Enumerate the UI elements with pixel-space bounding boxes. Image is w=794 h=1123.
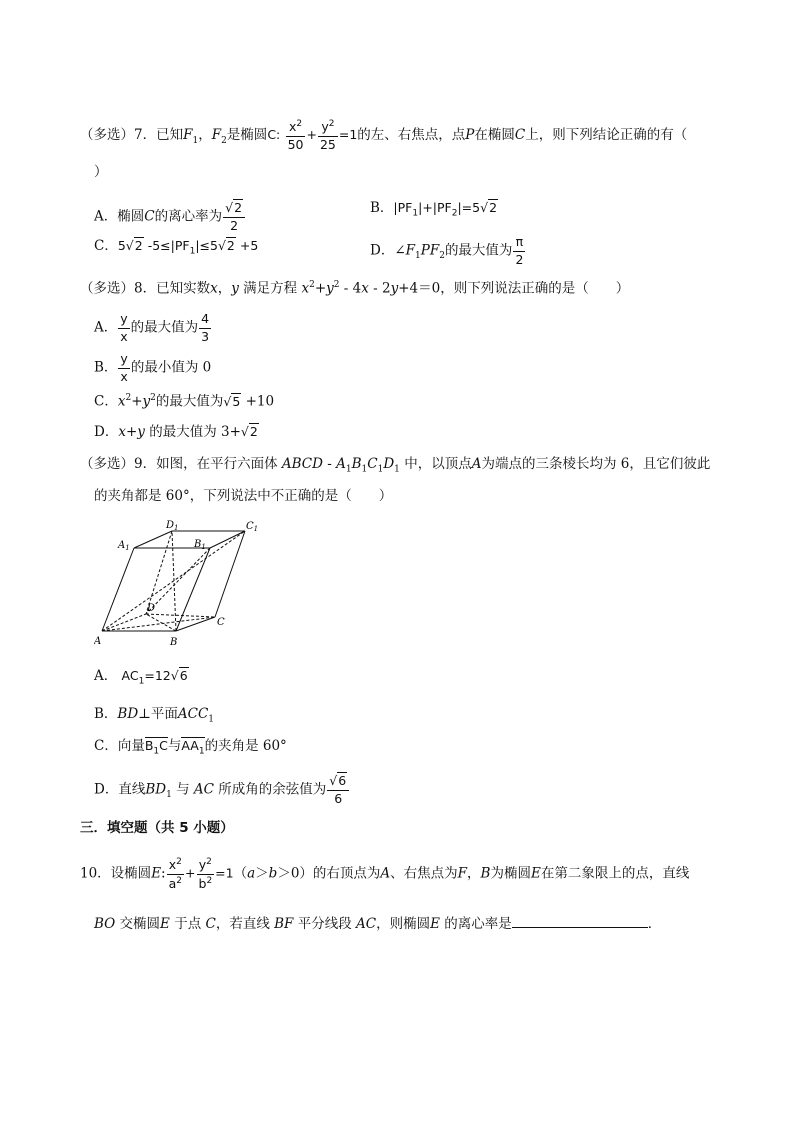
q7-ellipse-frac-x: $\frac{x^2}{50}$ xyxy=(287,119,304,152)
q7-option-a: A．椭圆C的离心率为 $\frac{√2}{2}$ xyxy=(94,202,246,232)
q9-option-d: D．直线$BD_1$ 与 AC 所成角的余弦值为 $\frac{√6}{6}$ xyxy=(94,775,350,805)
q8-option-b: B． $\frac{y}{x}$ 的最小值为 0 xyxy=(94,351,212,384)
q7-close-paren: ） xyxy=(94,164,108,180)
q8-option-a: A． $\frac{y}{x}$ 的最大值为 $\frac{4}{3}$ xyxy=(94,311,210,344)
label-D: D xyxy=(147,603,156,614)
label-A: A xyxy=(94,636,102,647)
q9-stem-line1: （多选）9．如图，在平行六面体 ABCD - $A_1B_1C_1D_1$ 中，以顶点A为端点的三条棱长均为 6，且它们彼此 xyxy=(80,456,711,475)
label-D1: $D_1$ xyxy=(166,520,179,532)
q9-option-c: C．向量$B_1C$与$AA_1$的夹角是 60° xyxy=(94,738,287,757)
label-B: B xyxy=(170,637,178,648)
q7-stem-line1: （多选）7．已知$F_1$，$F_2$是椭圆C: $\frac{x^2}{50}$ + $\frac{y^2}{25}$ =1的左、右焦点，点P在椭圆C上，则下列结论正确的有（ xyxy=(80,119,688,152)
label-C: C xyxy=(217,617,225,628)
q7-ellipse-frac-y: $\frac{y^2}{25}$ xyxy=(319,119,336,152)
q9-option-b: B．BD⊥平面$ACC_1$ xyxy=(94,706,215,725)
label-C1: $C_1$ xyxy=(246,521,259,533)
label-A1: $A_1$ xyxy=(118,540,130,552)
q9-option-a: A． $AC_1=12√6$ xyxy=(94,668,188,687)
answer-blank[interactable] xyxy=(512,915,648,928)
q7-option-b: B．$|PF_1|+|PF_2|=5√2$ xyxy=(370,200,498,219)
q7-option-d: D．$\angle F_1PF_2$的最大值为 $\frac{\pi}{2}$ xyxy=(370,234,524,267)
q8-option-c: C．$x^2+y^2$的最大值为√5 +10 xyxy=(94,393,275,410)
label-B1: $B_1$ xyxy=(194,539,206,551)
parallelepiped-figure xyxy=(94,518,269,650)
q8-option-d: D．x+y 的最大值为 3+√2 xyxy=(94,424,258,440)
q9-stem-line2: 的夹角都是 60°，下列说法中不正确的是（ ） xyxy=(94,488,393,504)
q10-stem-line2: BO 交椭圆E 于点 C，若直线 BF 平分线段 AC，则椭圆E 的离心率是 ． xyxy=(94,916,662,932)
q8-stem: （多选）8．已知实数x，y 满足方程 $x^2+y^2 - 4x - 2y+4=0$，则下列说法正确的是（ ） xyxy=(80,280,630,297)
section-3-heading: 三．填空题（共 5 小题） xyxy=(80,820,234,836)
q10-stem-line1: 10．设椭圆E: $\frac{x^2}{a^2}$ + $\frac{y^2}{b^2}$ =1（a＞b＞0）的右顶点为A、右焦点为F，B为椭圆E在第二象限上的点，直线 xyxy=(80,857,690,891)
q7-option-c: C．5√2 $-5\le|PF_1|\le 5√2 +5$ xyxy=(94,238,259,257)
